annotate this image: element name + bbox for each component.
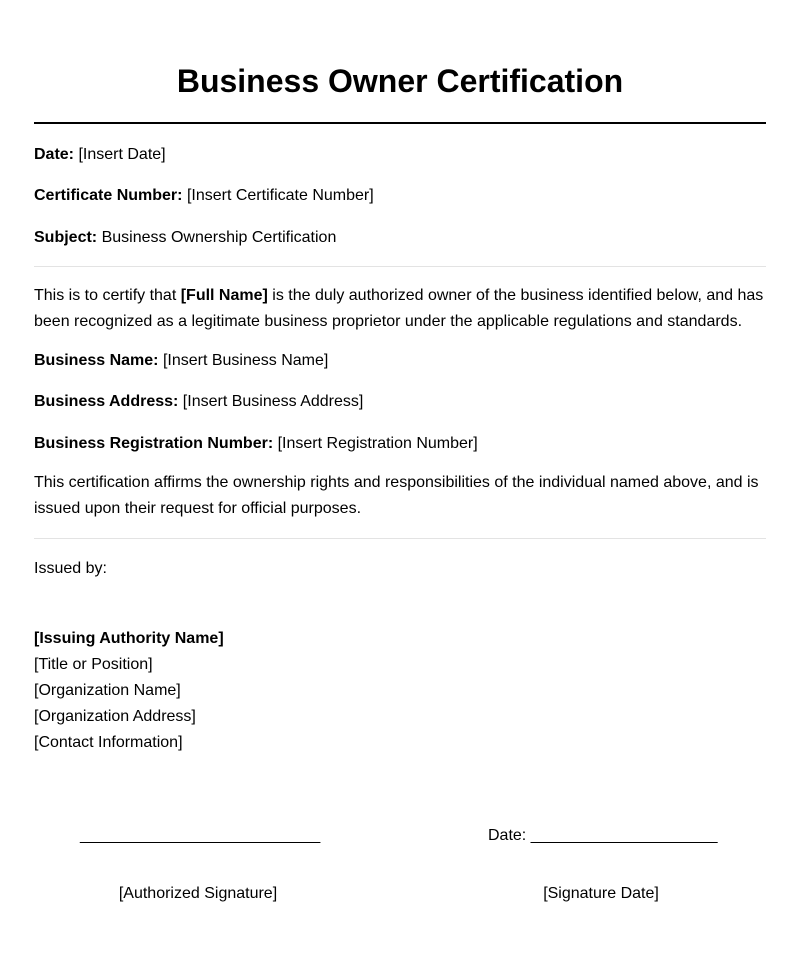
issuing-authority-block (34, 626, 766, 756)
date-value: [Insert Date] (78, 146, 166, 163)
signature-date-caption: [Signature Date] (543, 885, 659, 902)
issued-by-label: Issued by: (34, 560, 107, 577)
affirmation-paragraph: This certification affirms the ownership rights and responsibilities of the individual named above, and is issued upon their request for official purposes. (34, 474, 759, 517)
signature-section (0, 826, 800, 926)
intro-text-after: is the duly authorized owner of the business identified below, and has been recognized as a legitimate business proprietor under the applicable regulations and standards. (34, 287, 764, 330)
intro-paragraph (34, 283, 766, 335)
signature-caption: [Authorized Signature] (118, 885, 278, 902)
business-address-value: [Insert Business Address] (182, 393, 364, 410)
issuer-organization-address: [Organization Address] (34, 708, 196, 725)
registration-number-value: [Insert Registration Number] (277, 435, 478, 452)
signature-line[interactable]: ___________________________ (80, 827, 321, 844)
date-label: Date: (34, 146, 75, 163)
registration-number-field (34, 434, 766, 454)
issuer-title: [Title or Position] (34, 656, 153, 673)
subject-value: Business Ownership Certification (101, 229, 337, 246)
subject-label: Subject: (34, 229, 98, 246)
signature-date-line[interactable]: Date: _____________________ (488, 827, 718, 844)
signature-date-block (488, 826, 718, 904)
business-name-label: Business Name: (34, 352, 159, 369)
issuer-contact-information: [Contact Information] (34, 734, 183, 751)
intro-text-before: This is to certify that (34, 287, 177, 304)
issuer-organization-name: [Organization Name] (34, 682, 181, 699)
subject-field (34, 228, 766, 248)
full-name-placeholder: [Full Name] (180, 287, 268, 304)
certificate-number-label: Certificate Number: (34, 187, 183, 204)
certificate-number-field (34, 186, 766, 206)
certificate-number-value: [Insert Certificate Number] (186, 187, 374, 204)
business-name-field (34, 351, 766, 371)
business-name-value: [Insert Business Name] (162, 352, 329, 369)
issuing-authority-name: [Issuing Authority Name] (34, 630, 224, 647)
page-title: Business Owner Certification (176, 63, 624, 99)
business-address-field (34, 392, 766, 412)
business-address-label: Business Address: (34, 393, 179, 410)
date-field (34, 145, 766, 165)
registration-number-label: Business Registration Number: (34, 435, 274, 452)
authorized-signature-block (80, 826, 321, 904)
